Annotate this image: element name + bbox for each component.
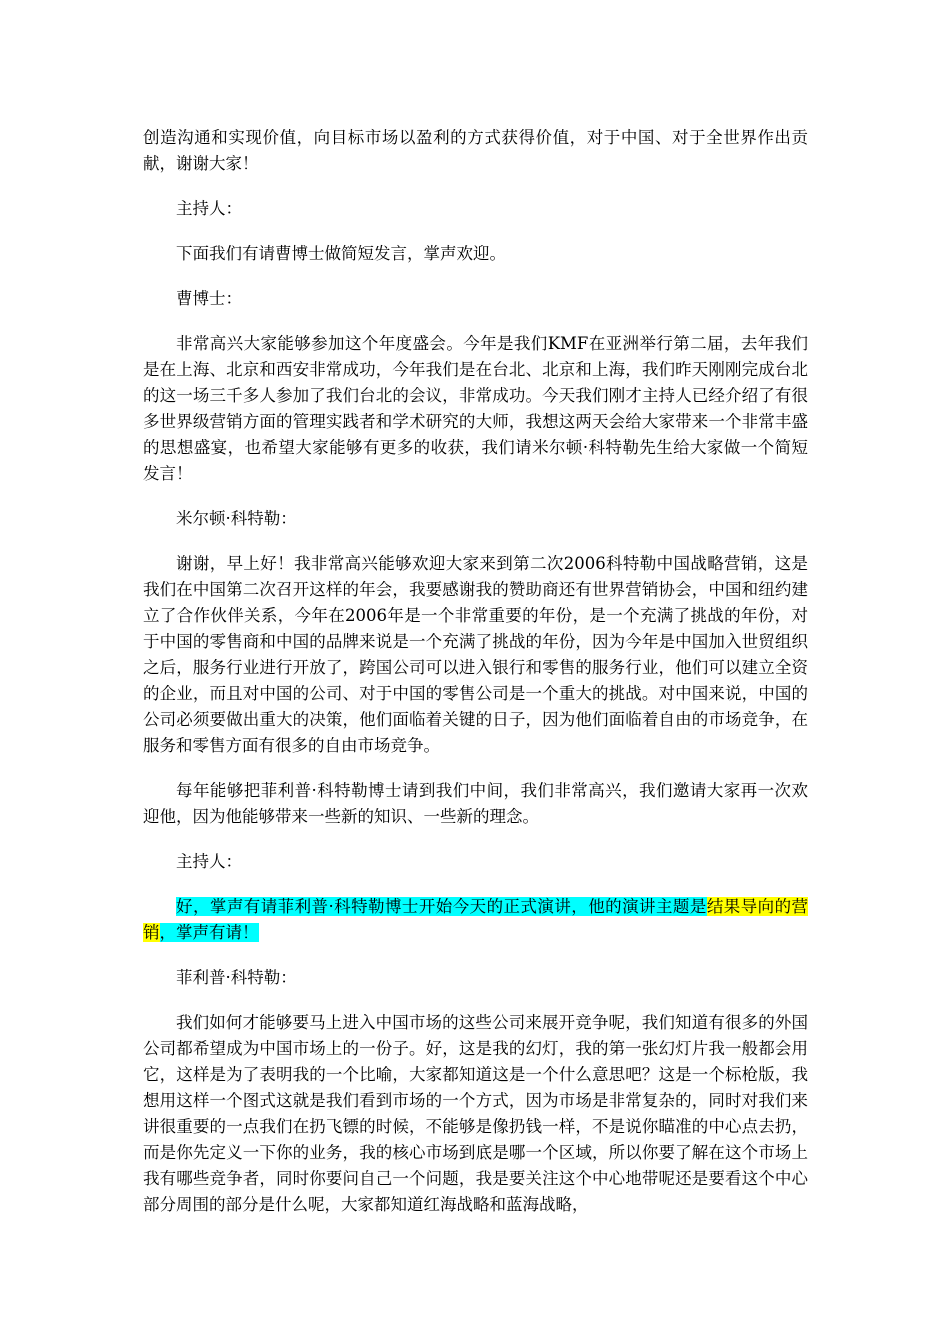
highlighted-text-cyan: 好，掌声有请菲利普·科特勒博士开始今天的正式演讲，他的演讲主题是 (176, 897, 707, 916)
speaker-label-dr-cao: 曹博士： (176, 289, 242, 308)
speaker-label-host-2: 主持人： (176, 852, 242, 871)
document-body (143, 125, 808, 1237)
highlighted-text-cyan-end: ，掌声有请！ (159, 923, 259, 942)
speaker-label-philip-kotler: 菲利普·科特勒： (176, 968, 297, 987)
paragraph-milton-kotler-speech: 谢谢，早上好！我非常高兴能够欢迎大家来到第二次2006科特勒中国战略营销，这是我们在中国第二次召开这样的年会，我要感谢我的赞助商还有世界营销协会，中国和纽约建立了合作伙伴关系，今年在2006年是一个非常重要的年份，是一个充满了挑战的年份，对于中国的零售商和中国的品牌来说是一个充满了挑战的年份，因为今年是中国加入世贸组织之后，服务行业进行开放了，跨国公司可以进入银行和零售的服务行业，他们可以建立全资的企业，而且对中国的公司、对于中国的零售公司是一个重大的挑战。对中国来说，中国的公司必须要做出重大的决策，他们面临着关键的日子，因为他们面临着自由的市场竞争，在服务和零售方面有很多的自由市场竞争。 (143, 554, 808, 755)
speaker-label-milton-kotler: 米尔顿·科特勒： (176, 509, 297, 528)
paragraph-host-intro-philip-kotler (143, 894, 808, 946)
paragraph-host-intro-cao: 下面我们有请曹博士做简短发言，掌声欢迎。 (176, 244, 506, 263)
paragraph-closing-remarks: 创造沟通和实现价值，向目标市场以盈利的方式获得价值，对于中国、对于全世界作出贡献，谢谢大家！ (143, 128, 808, 173)
paragraph-milton-kotler-welcome: 每年能够把菲利普·科特勒博士请到我们中间，我们非常高兴，我们邀请大家再一次欢迎他，因为他能够带来一些新的知识、一些新的理念。 (143, 781, 808, 826)
paragraph-philip-kotler-speech: 我们如何才能够要马上进入中国市场的这些公司来展开竞争呢，我们知道有很多的外国公司都希望成为中国市场上的一份子。好，这是我的幻灯，我的第一张幻灯片我一般都会用它，这样是为了表明我的一个比喻，大家都知道这是一个什么意思吧？这是一个标枪版，我想用这样一个图式这就是我们看到市场的一个方式，因为市场是非常复杂的，同时对我们来讲很重要的一点我们在扔飞镖的时候，不能够是像扔钱一样，不是说你瞄准的中心点去扔，而是你先定义一下你的业务，我的核心市场到底是哪一个区域，所以你要了解在这个市场上我有哪些竞争者，同时你要问自己一个问题，我是要关注这个中心地带呢还是要看这个中心部分周围的部分是什么呢，大家都知道红海战略和蓝海战略， (143, 1013, 808, 1214)
paragraph-dr-cao-speech: 非常高兴大家能够参加这个年度盛会。今年是我们KMF在亚洲举行第二届，去年我们是在上海、北京和西安非常成功，今年我们是在台北、北京和上海，我们昨天刚刚完成台北的这一场三千多人参加了我们台北的会议，非常成功。今天我们刚才主持人已经介绍了有很多世界级营销方面的管理实践者和学术研究的大师，我想这两天会给大家带来一个非常丰盛的思想盛宴，也希望大家能够有更多的收获，我们请米尔顿·科特勒先生给大家做一个简短发言！ (143, 334, 808, 483)
speaker-label-host: 主持人： (176, 199, 242, 218)
highlighted-text-yellow: 结果导向的营销 (143, 897, 809, 942)
